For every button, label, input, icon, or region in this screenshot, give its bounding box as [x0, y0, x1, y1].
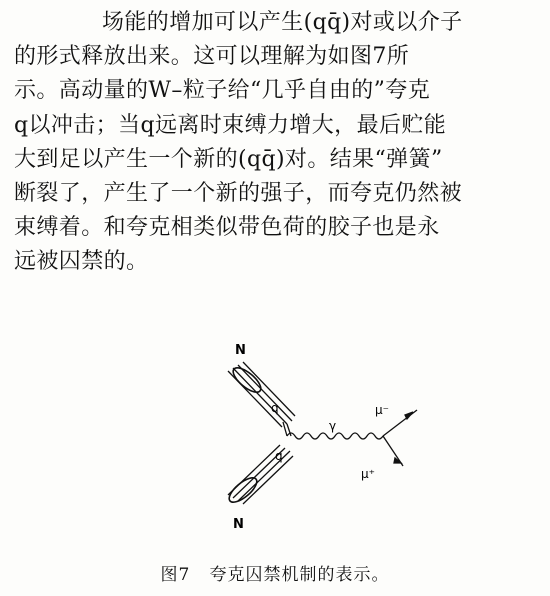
paragraph-line: 场能的增加可以产生(qq̄)对或以介子: [102, 10, 463, 35]
paragraph-line: 大到足以产生一个新的(qq̄)对。结果“弹簧”: [14, 146, 443, 172]
label-muon-minus: μ⁻: [375, 403, 389, 417]
label-quark-bottom: q: [275, 449, 283, 463]
photon-line: [287, 433, 383, 439]
paragraph-line: q以冲击；当q远离时束缚力增大，最后贮能: [14, 112, 447, 138]
paragraph-line: 的形式释放出来。这可以理解为如图7所: [14, 44, 410, 70]
muon-minus-arrow: [405, 412, 413, 419]
nucleon-beam-bottom: [228, 445, 293, 504]
paragraph-line: 束缚着。和夸克相类似带色荷的胶子也是永: [14, 215, 440, 241]
feynman-diagram: [205, 340, 425, 540]
paragraph-line: 示。高动量的W–粒子给“几乎自由的”夸克: [14, 78, 431, 104]
paragraph-line: 远被囚禁的。: [14, 249, 149, 275]
body-paragraph: [14, 6, 542, 280]
label-gamma: γ: [329, 419, 337, 433]
nucleon-beam-top: [228, 362, 295, 427]
paragraph-line: 断裂了，产生了一个新的强子，而夸克仍然被: [14, 181, 463, 207]
label-nucleon-top: N: [235, 343, 246, 358]
label-quark-top: q: [271, 401, 279, 415]
nucleon-blob-bottom: [225, 474, 260, 507]
figure-caption: 图7 夸克囚禁机制的表示。: [160, 565, 390, 585]
label-muon-plus: μ⁺: [361, 467, 375, 481]
label-nucleon-bottom: N: [233, 517, 244, 532]
